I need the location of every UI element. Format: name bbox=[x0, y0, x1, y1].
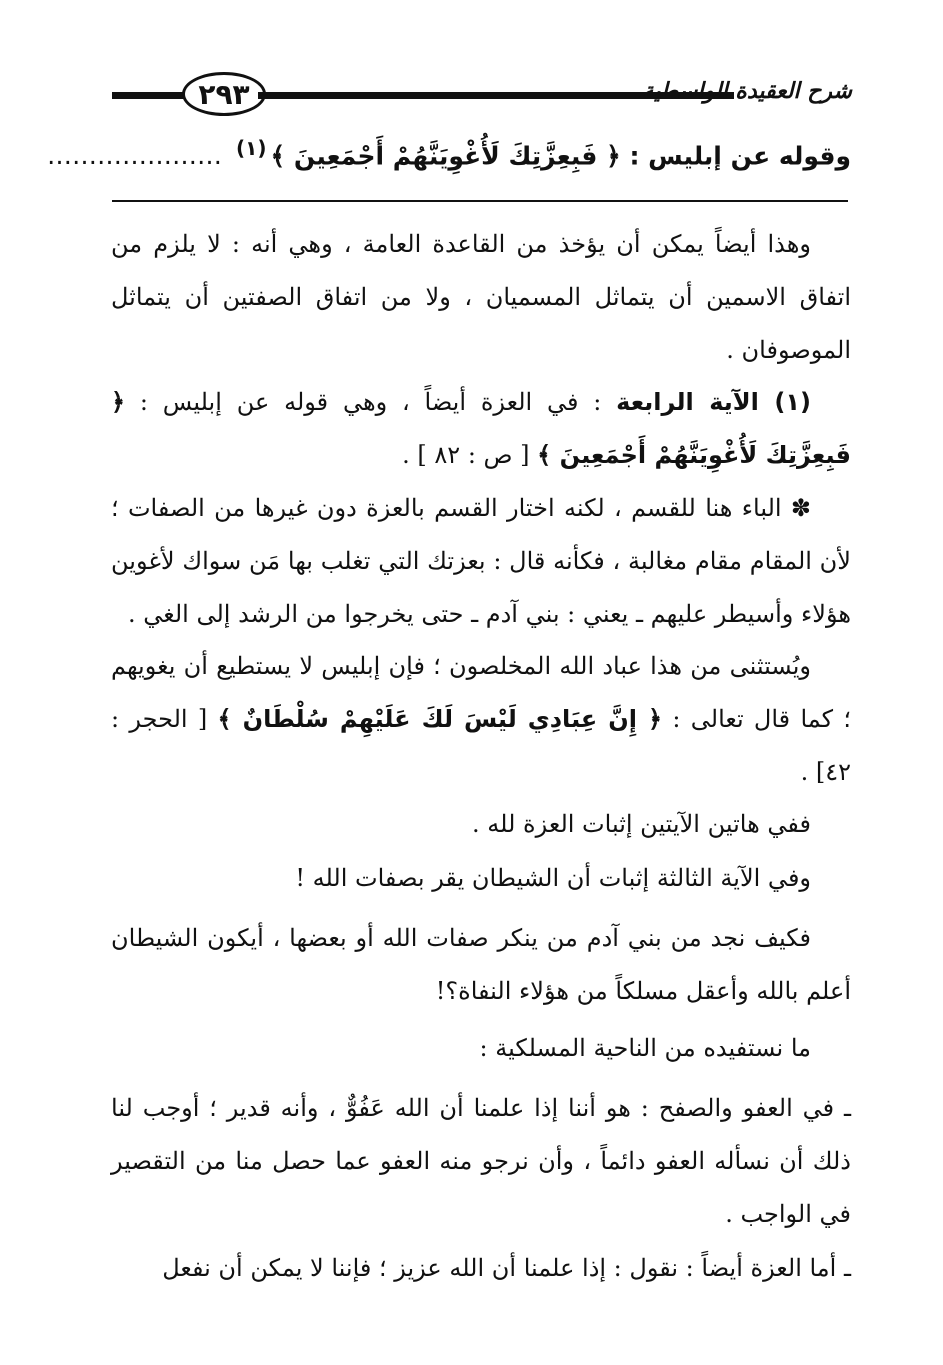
footnote-paragraph bbox=[111, 376, 851, 482]
verse-reference: [ الحجر : ٤٢] . bbox=[111, 705, 851, 786]
paragraph-7 bbox=[111, 912, 851, 1018]
matn-line bbox=[47, 136, 851, 171]
footnote-heading: (١) الآية الرابعة bbox=[616, 388, 811, 416]
paragraph-text: ـ أما العزة أيضاً : نقول : إذا علمنا أن الله عزيز ؛ فإننا لا يمكن أن نفعل bbox=[162, 1254, 851, 1282]
paragraph-text: وفي الآية الثالثة إثبات أن الشيطان يقر بصفات الله ! bbox=[295, 864, 811, 892]
paragraph-text: ففي هاتين الآيتين إثبات العزة لله . bbox=[472, 810, 811, 838]
paragraph-text: فكيف نجد من بني آدم من ينكر صفات الله أو بعضها ، أيكون الشيطان أعلم بالله وأعقل مسلكاً من هؤلاء النفاة؟! bbox=[111, 924, 851, 1005]
running-header bbox=[112, 72, 852, 120]
paragraph-9 bbox=[111, 1082, 851, 1241]
section-divider bbox=[112, 200, 848, 202]
paragraph-8 bbox=[111, 1022, 851, 1075]
footnote-mark: (١) bbox=[236, 136, 267, 160]
paragraph-4 bbox=[111, 640, 851, 799]
book-title: شرح العقيدة الواسطية bbox=[642, 78, 852, 104]
paragraph-10 bbox=[111, 1242, 851, 1295]
quran-verse: ﴿ فَبِعِزَّتِكَ لَأُغْوِيَنَّهُمْ أَجْمَعِينَ ﴾ bbox=[111, 388, 851, 469]
paragraph-text: ـ في العفو والصفح : هو أننا إذا علمنا أن الله عَفُوٌّ ، وأنه قدير ؛ أوجب لنا ذلك أن نسأله العفو دائماً ، وأن نرجو منه العفو عما حصل منا من التقصير في الواجب . bbox=[111, 1094, 851, 1228]
paragraph-text: ويُستثنى من هذا عباد الله المخلصون ؛ فإن إبليس لا يستطيع أن يغويهم ؛ كما قال تعالى : bbox=[111, 652, 851, 733]
paragraph-3 bbox=[111, 482, 851, 641]
paragraph-6 bbox=[111, 852, 851, 905]
matn-verse: ﴿ فَبِعِزَّتِكَ لَأُغْوِيَنَّهُمْ أَجْمَعِينَ ﴾ bbox=[270, 141, 621, 171]
paragraph-5 bbox=[111, 798, 851, 851]
paragraph-text: : في العزة أيضاً ، وهي قوله عن إبليس : bbox=[125, 388, 617, 416]
quran-verse: ﴿ إِنَّ عِبَادِي لَيْسَ لَكَ عَلَيْهِمْ سُلْطَانٌ ﴾ bbox=[217, 705, 663, 733]
header-rule-left bbox=[112, 92, 184, 99]
matn-intro: وقوله عن إبليس : bbox=[620, 141, 851, 171]
page-number: ٢٩٣ bbox=[182, 72, 266, 116]
paragraph-text: ما نستفيده من الناحية المسلكية : bbox=[479, 1034, 811, 1062]
verse-reference: [ ص : ٨٢ ] . bbox=[402, 441, 538, 469]
paragraph-text: وهذا أيضاً يمكن أن يؤخذ من القاعدة العامة ، وهي أنه : لا يلزم من اتفاق الاسمين أن يتماثل المسميان ، ولا من اتفاق الصفتين أن يتماثل الموصوفان . bbox=[111, 230, 851, 364]
paragraph-1 bbox=[111, 218, 851, 377]
paragraph-text: ✽ الباء هنا للقسم ، لكنه اختار القسم بالعزة دون غيرها من الصفات ؛ لأن المقام مقام مغالبة ، فكأنه قال : بعزتك التي تغلب بها مَن سواك لأغوين هؤلاء وأسيطر عليهم ـ يعني : بني آدم ـ حتى يخرجوا من الرشد إلى الغي . bbox=[111, 494, 851, 628]
leader-dots: ………………… bbox=[47, 141, 223, 171]
